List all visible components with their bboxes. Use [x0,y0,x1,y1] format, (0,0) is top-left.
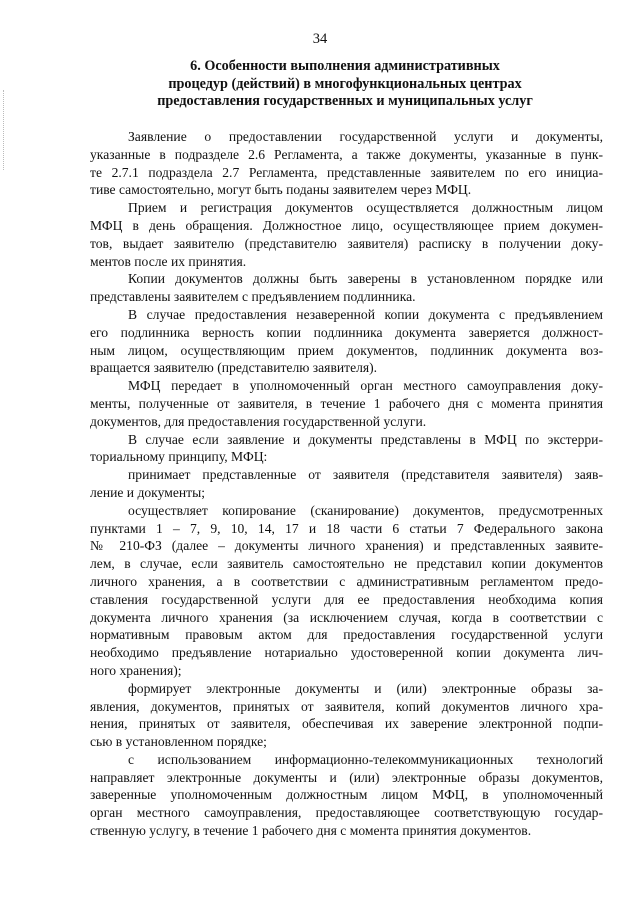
text-line: лем, в случае, если заявитель самостоятельно не представил копии документов [90,556,603,572]
text-line: нормативным правовым актом для предоставления государственной услуги [90,627,603,643]
heading-line: 6. Особенности выполнения административных [190,58,500,74]
text-line: ментов после их принятия. [90,253,247,269]
text-line: № 210-ФЗ (далее – документы личного хранения) и представленных заявите- [90,538,603,554]
text-line: принимает представленные от заявителя (представителя заявителя) заяв- [128,467,603,483]
text-line: личного хранения, а в соответствии с административным регламентом предо- [90,573,603,589]
text-line: с использованием информационно-телекоммуникационных технологий [128,751,603,767]
text-line: вращается заявителю (представителю заявителя). [90,360,378,376]
section-heading [80,58,610,111]
text-line: ториальному принципу, МФЦ: [90,449,268,465]
heading-line: предоставления государственных и муниципальных услуг [157,93,533,109]
text-line: В случае если заявление и документы представлены в МФЦ по экстерри- [128,431,603,447]
text-line: сью в установленном порядке; [90,734,267,750]
text-line: ного хранения); [90,662,182,678]
text-line: необходимо предъявление нотариально удостоверенной копии документа лич- [90,645,603,661]
text-line: документа личного хранения (за исключением случая, когда в соответствии с [90,609,603,625]
text-line: пунктами 1 – 7, 9, 10, 14, 17 и 18 части 6 статьи 7 Федерального закона [90,520,603,536]
text-line: ление и документы; [90,484,205,500]
text-line: формирует электронные документы и (или) электронные образы за- [128,680,603,696]
text-line: Заявление о предоставлении государственной услуги и документы, [128,129,603,144]
text-line: ственную услугу, в течение 1 рабочего дня с момента принятия документов. [90,823,532,839]
page-number: 34 [312,31,328,47]
text-line: Копии документов должны быть заверены в установленном порядке или [128,271,603,287]
text-line: заверенные уполномоченным должностным лицом МФЦ, в уполномоченный [90,787,603,803]
text-line: те 2.7.1 подраздела 2.7 Регламента, представленные заявителем по его инициа- [90,164,603,180]
text-line: ным лицом, осуществляющим прием документов, подлинник документа воз- [90,342,603,358]
text-line: указанные в подразделе 2.6 Регламента, а также документы, указанные в пунк- [90,146,603,162]
scan-margin-artifact [3,90,6,170]
text-line: нения, принятых от заявителя, обеспечивая их заверение электронной подпи- [90,716,603,732]
text-line: ставления государственной услуги для ее предоставления необходима копия [90,591,603,607]
text-line: явления, документов, принятых от заявителя, копий документов личного хра- [90,698,603,714]
text-line: В случае предоставления незаверенной копии документа с предъявлением [128,306,603,322]
text-line: тиве самостоятельно, могут быть поданы заявителем через МФЦ. [90,182,472,198]
text-line: менты, полученные от заявителя, в течение 1 рабочего дня с момента принятия [90,395,603,411]
text-line: его подлинника верность копии подлинника документа заверяется должност- [90,324,603,340]
text-line: МФЦ в день обращения. Должностное лицо, осуществляющее прием докумен- [90,217,603,233]
text-line: представлены заявителем с предъявлением подлинника. [90,289,416,305]
heading-line: процедур (действий) в многофункциональных центрах [168,75,522,92]
text-line: орган местного самоуправления, предоставляющее соответствующую государ- [90,805,603,821]
text-line: документов, для предоставления государственной услуги. [90,413,427,429]
text-line: МФЦ передает в уполномоченный орган местного самоуправления доку- [128,378,603,394]
text-line: Прием и регистрация документов осуществляется должностным лицом [128,200,603,216]
text-line: направляет электронные документы и (или) электронные образы документов, [90,769,603,785]
text-line: осуществляет копирование (сканирование) документов, предусмотренных [128,502,603,518]
document-body [90,128,603,840]
text-line: тов, выдает заявителю (представителю заявителя) расписку в получении доку- [90,235,603,251]
